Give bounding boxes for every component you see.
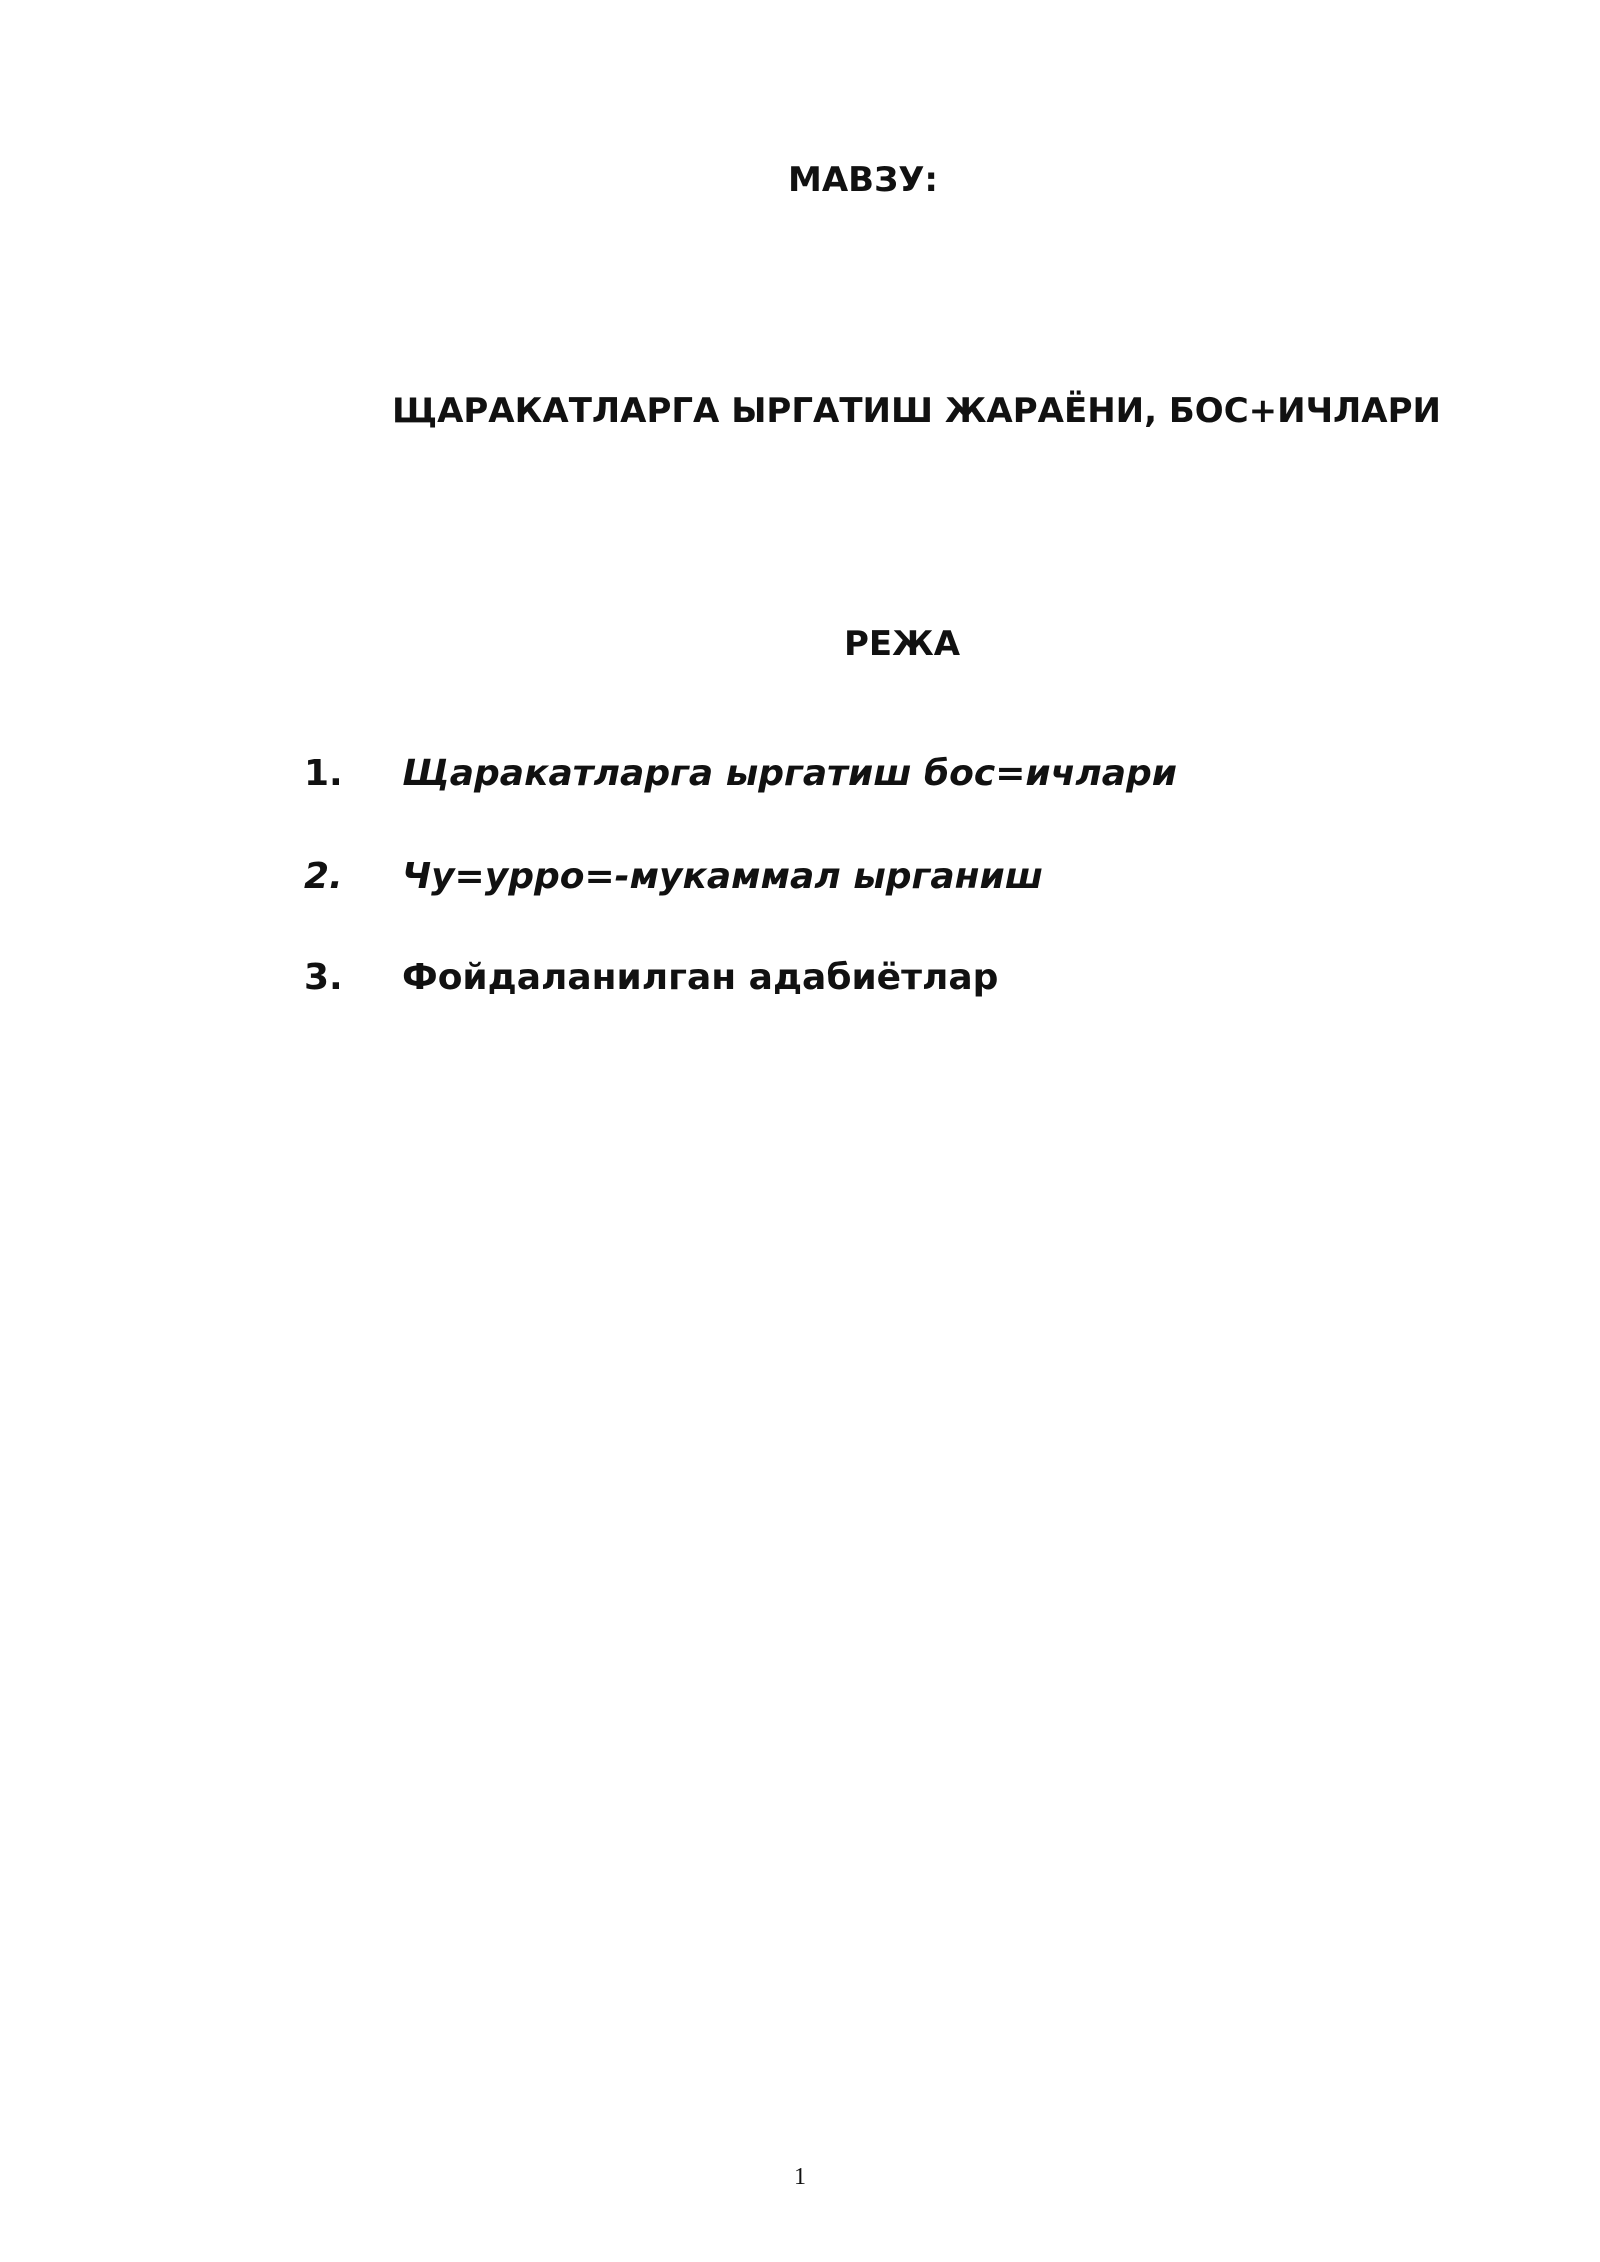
- document-title: ЩАРАКАТЛАРГА ЫРГАТИШ ЖАРАЁНИ, БОС+ИЧЛАРИ: [392, 391, 1441, 431]
- plan-item-text: Чу=урро=-мукаммал ырганиш: [402, 856, 1043, 897]
- plan-heading: РЕЖА: [844, 624, 961, 664]
- topic-label: МАВЗУ:: [788, 160, 939, 200]
- page-number: 1: [794, 2164, 806, 2190]
- plan-item-number: 3.: [304, 957, 343, 998]
- plan-list-item: [0, 852, 1600, 902]
- plan-item-text: Щаракатларга ыргатиш бос=ичлари: [402, 753, 1177, 794]
- plan-item-number: 2.: [304, 856, 343, 897]
- plan-list-item: [0, 953, 1600, 1003]
- plan-item-text: Фойдаланилган адабиётлар: [402, 957, 999, 998]
- plan-item-number: 1.: [304, 753, 343, 794]
- plan-list-item: [0, 749, 1600, 799]
